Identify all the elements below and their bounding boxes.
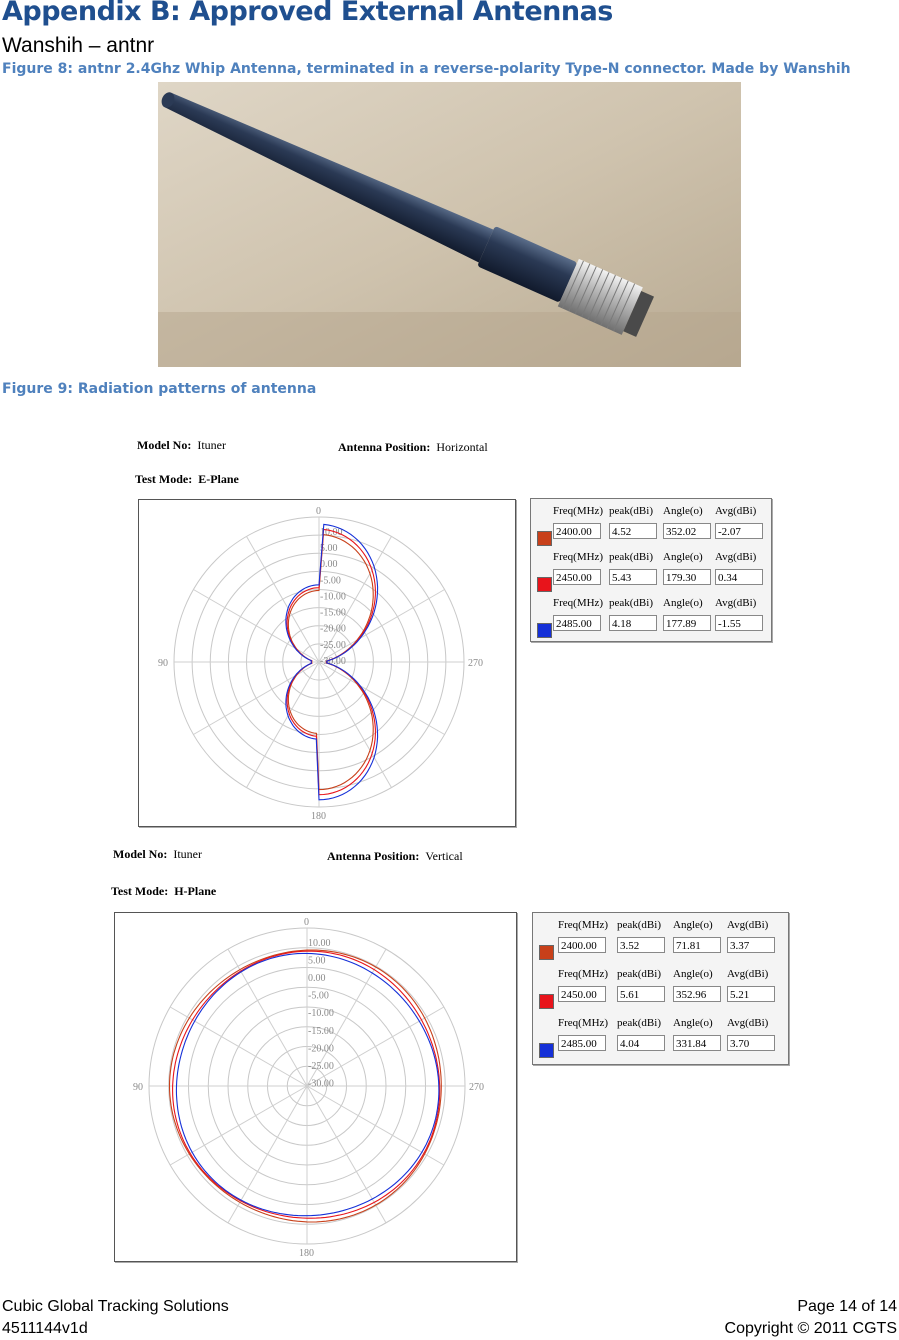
legend-value-angle: 352.96 xyxy=(673,986,721,1002)
test-mode-label: Test Mode: E-Plane xyxy=(135,472,239,486)
legend-header-peak: peak(dBi) xyxy=(609,551,653,563)
legend-header-avg: Avg(dBi) xyxy=(715,551,757,563)
angle-label-bottom: 180 xyxy=(311,811,326,822)
legend-header-freq: Freq(MHz) xyxy=(553,505,604,517)
legend-value-freq: 2450.00 xyxy=(558,986,606,1002)
ring-label: -10.00 xyxy=(320,591,346,603)
ring-label: -5.00 xyxy=(320,575,341,587)
legend-header-freq: Freq(MHz) xyxy=(553,551,604,563)
grid-spoke xyxy=(307,1086,444,1165)
ring-label: 0.00 xyxy=(320,559,338,571)
model-label: Model No: Ituner xyxy=(113,847,202,861)
legend-value-freq: 2450.00 xyxy=(553,569,601,585)
legend-header-freq: Freq(MHz) xyxy=(558,919,609,931)
polar-frame xyxy=(138,499,516,827)
legend-row xyxy=(533,968,788,1012)
footer-page-number: Page 14 of 14 xyxy=(797,1298,897,1315)
footer-doc-id: 4511144v1d xyxy=(2,1320,88,1337)
polar-chart xyxy=(139,500,515,826)
legend-header-avg: Avg(dBi) xyxy=(727,968,769,980)
legend-value-peak: 4.52 xyxy=(609,523,657,539)
ring-label: -15.00 xyxy=(308,1025,334,1037)
legend-swatch xyxy=(537,577,552,592)
legend-value-peak: 4.18 xyxy=(609,615,657,631)
legend-header-peak: peak(dBi) xyxy=(609,597,653,609)
legend-value-avg: -1.55 xyxy=(715,615,763,631)
grid-spoke xyxy=(193,590,319,663)
grid-spoke xyxy=(193,662,319,735)
legend-row xyxy=(533,1017,788,1061)
legend-header-avg: Avg(dBi) xyxy=(727,919,769,931)
legend-value-peak: 4.04 xyxy=(617,1035,665,1051)
legend-header-angle: Angle(o) xyxy=(673,968,713,980)
ring-label: 5.00 xyxy=(308,955,326,967)
legend-value-freq: 2485.00 xyxy=(553,615,601,631)
legend-value-angle: 179.30 xyxy=(663,569,711,585)
legend-header-peak: peak(dBi) xyxy=(617,1017,661,1029)
legend-value-peak: 5.61 xyxy=(617,986,665,1002)
legend-panel xyxy=(532,912,789,1065)
legend-header-peak: peak(dBi) xyxy=(617,968,661,980)
legend-header-avg: Avg(dBi) xyxy=(727,1017,769,1029)
legend-value-freq: 2485.00 xyxy=(558,1035,606,1051)
legend-header-angle: Angle(o) xyxy=(673,1017,713,1029)
ring-label: -15.00 xyxy=(320,607,346,619)
legend-header-peak: peak(dBi) xyxy=(609,505,653,517)
legend-header-freq: Freq(MHz) xyxy=(558,968,609,980)
angle-label-right: 270 xyxy=(469,1082,484,1093)
page-title: Appendix B: Approved External Antennas xyxy=(2,0,613,27)
figure-9-caption: Figure 9: Radiation patterns of antenna xyxy=(2,381,317,397)
antenna-photo xyxy=(158,82,741,367)
legend-value-avg: 5.21 xyxy=(727,986,775,1002)
angle-label-top: 0 xyxy=(304,917,309,928)
legend-value-peak: 3.52 xyxy=(617,937,665,953)
ring-label: -20.00 xyxy=(320,623,346,635)
legend-value-peak: 5.43 xyxy=(609,569,657,585)
angle-label-left: 90 xyxy=(133,1082,143,1093)
legend-header-avg: Avg(dBi) xyxy=(715,505,757,517)
ring-label: -25.00 xyxy=(308,1060,334,1072)
grid-spoke xyxy=(247,536,320,662)
position-label: Antenna Position: Horizontal xyxy=(338,440,488,454)
legend-swatch xyxy=(539,1043,554,1058)
footer-company: Cubic Global Tracking Solutions xyxy=(2,1298,229,1315)
ring-label: 0.00 xyxy=(308,973,326,985)
legend-value-avg: 0.34 xyxy=(715,569,763,585)
legend-value-avg: 3.37 xyxy=(727,937,775,953)
legend-header-angle: Angle(o) xyxy=(663,597,703,609)
legend-swatch xyxy=(539,994,554,1009)
legend-panel xyxy=(530,498,772,642)
legend-value-freq: 2400.00 xyxy=(558,937,606,953)
angle-label-top: 0 xyxy=(316,506,321,517)
legend-header-angle: Angle(o) xyxy=(663,505,703,517)
ring-label: 10.00 xyxy=(320,527,343,538)
legend-header-freq: Freq(MHz) xyxy=(558,1017,609,1029)
footer-copyright: Copyright © 2011 CGTS xyxy=(724,1320,897,1337)
legend-row xyxy=(531,551,771,595)
ring-label: 5.00 xyxy=(320,543,338,555)
legend-header-avg: Avg(dBi) xyxy=(715,597,757,609)
legend-row xyxy=(533,919,788,963)
ring-label: -30.00 xyxy=(308,1078,334,1090)
grid-spoke xyxy=(170,1086,307,1165)
ring-label: -5.00 xyxy=(308,990,329,1002)
legend-swatch xyxy=(537,531,552,546)
legend-value-avg: 3.70 xyxy=(727,1035,775,1051)
polar-frame xyxy=(114,912,517,1262)
legend-value-angle: 331.84 xyxy=(673,1035,721,1051)
angle-label-left: 90 xyxy=(158,658,168,669)
test-mode-label: Test Mode: H-Plane xyxy=(111,884,217,898)
legend-header-freq: Freq(MHz) xyxy=(553,597,604,609)
legend-row xyxy=(531,505,771,549)
legend-value-angle: 352.02 xyxy=(663,523,711,539)
model-label: Model No: Ituner xyxy=(137,438,226,452)
legend-swatch xyxy=(537,623,552,638)
ring-label: -25.00 xyxy=(320,639,346,651)
legend-value-angle: 71.81 xyxy=(673,937,721,953)
ring-label: -30.00 xyxy=(320,655,346,667)
figure-8-caption: Figure 8: antnr 2.4Ghz Whip Antenna, terminated in a reverse-polarity Type-N connector. Made by Wanshih xyxy=(2,61,851,77)
grid-spoke xyxy=(170,1007,307,1086)
legend-header-angle: Angle(o) xyxy=(663,551,703,563)
legend-row xyxy=(531,597,771,641)
legend-header-angle: Angle(o) xyxy=(673,919,713,931)
legend-swatch xyxy=(539,945,554,960)
angle-label-right: 270 xyxy=(468,658,483,669)
page-subtitle: Wanshih – antnr xyxy=(2,34,155,57)
polar-chart xyxy=(115,913,516,1261)
ring-label: -10.00 xyxy=(308,1008,334,1020)
angle-label-bottom: 180 xyxy=(299,1248,314,1259)
legend-value-avg: -2.07 xyxy=(715,523,763,539)
legend-value-angle: 177.89 xyxy=(663,615,711,631)
position-label: Antenna Position: Vertical xyxy=(327,849,463,863)
legend-header-peak: peak(dBi) xyxy=(617,919,661,931)
grid-spoke xyxy=(319,662,445,735)
ring-label: -20.00 xyxy=(308,1043,334,1055)
grid-spoke xyxy=(247,662,320,788)
ring-label: 10.00 xyxy=(308,938,331,949)
legend-value-freq: 2400.00 xyxy=(553,523,601,539)
